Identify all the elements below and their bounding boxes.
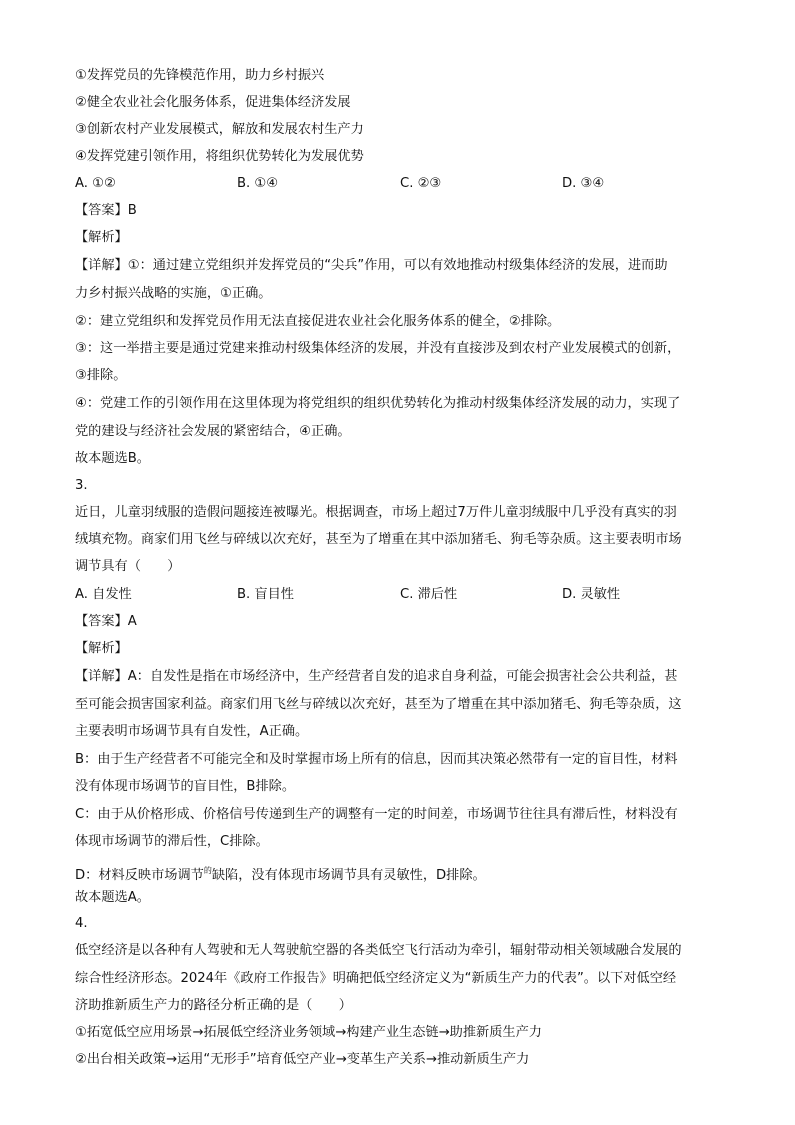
q2-statement-4: ④发挥党建引领作用，将组织优势转化为发展优势	[75, 149, 364, 164]
q2-option-d: D. ③④	[562, 176, 605, 191]
q4-stem-line: 济助推新质生产力的路径分析正确的是（ ）	[75, 998, 352, 1013]
q3-detail-line: C：由于从价格形成、价格信号传递到生产的调整有一定的时间差，市场调节往往具有滞后性，材料没有	[75, 807, 678, 822]
q3-analysis-label: 【解析】	[75, 641, 128, 656]
q2-analysis-label: 【解析】	[75, 230, 128, 245]
q3-conclusion: 故本题选A。	[75, 890, 150, 905]
q2-detail-line: 党的建设与经济社会发展的紧密结合，④正确。	[75, 424, 351, 439]
q2-option-a: A. ①②	[75, 176, 116, 191]
q3-detail-line: 【详解】A：自发性是指在市场经济中，生产经营者自发的追求自身利益，可能会损害社会公共利益，甚	[75, 669, 678, 684]
q3-option-b: B. 盲目性	[237, 587, 294, 602]
q3-options	[75, 586, 725, 604]
q3-detail-d	[75, 862, 486, 885]
q3-detail-line: 至可能会损害国家利益。商家们用飞丝与碎绒以次充好，甚至为了增重在其中添加猪毛、狗毛等杂质，这	[75, 697, 682, 712]
q2-detail-line: 力乡村振兴战略的实施，①正确。	[75, 286, 272, 301]
q3-detail-d-sup: 的	[203, 866, 212, 875]
q2-option-b: B. ①④	[237, 176, 279, 191]
q3-stem-line: 调节具有（ ）	[75, 559, 181, 574]
q3-detail-line: B：由于生产经营者不可能完全和及时掌握市场上所有的信息，因而其决策必然带有一定的盲目性，材料	[75, 752, 678, 767]
q3-detail-line: 体现市场调节的滞后性，C排除。	[75, 834, 269, 849]
q2-detail-line: ③：这一举措主要是通过党建来推动村级集体经济的发展，并没有直接涉及到农村产业发展模式的创新，	[75, 341, 681, 356]
q3-detail-line: 主要表明市场调节具有自发性，A正确。	[75, 724, 309, 739]
q3-stem-line: 绒填充物。商家们用飞丝与碎绒以次充好，甚至为了增重在其中添加猪毛、狗毛等杂质。这主要表明市场	[75, 532, 682, 547]
q2-detail-line: ②：建立党组织和发挥党员作用无法直接促进农业社会化服务体系的健全，②排除。	[75, 314, 561, 329]
q2-detail-line: ③排除。	[75, 368, 127, 383]
q3-option-a: A. 自发性	[75, 587, 132, 602]
q4-number: 4.	[75, 916, 88, 931]
q2-statement-3: ③创新农村产业发展模式，解放和发展农村生产力	[75, 122, 364, 137]
q2-option-c: C. ②③	[400, 176, 442, 191]
q4-statement-2: ②出台相关政策→运用“无形手”培育低空产业→变革生产关系→推动新质生产力	[75, 1052, 530, 1067]
q3-number: 3.	[75, 478, 88, 493]
q4-statement-1: ①拓宽低空应用场景→拓展低空经济业务领域→构建产业生态链→助推新质生产力	[75, 1025, 542, 1040]
q2-conclusion: 故本题选B。	[75, 451, 150, 466]
q2-options	[75, 175, 725, 193]
q3-answer: 【答案】A	[75, 614, 137, 629]
q2-statement-2: ②健全农业社会化服务体系，促进集体经济发展	[75, 95, 351, 110]
q4-stem-line: 低空经济是以各种有人驾驶和无人驾驶航空器的各类低空飞行活动为牵引，辐射带动相关领域融合发展的	[75, 943, 682, 958]
q3-detail-d-after: 缺陷，没有体现市场调节具有灵敏性，D排除。	[211, 868, 486, 883]
q2-detail-line: 【详解】①：通过建立党组织并发挥党员的“尖兵”作用，可以有效地推动村级集体经济的发展，进而助	[75, 258, 668, 273]
q3-option-c: C. 滞后性	[400, 587, 458, 602]
q3-stem-line: 近日，儿童羽绒服的造假问题接连被曝光。根据调查，市场上超过7万件儿童羽绒服中几乎没有真实的羽	[75, 505, 677, 520]
q3-detail-d-before: D：材料反映市场调节	[75, 868, 204, 883]
q3-detail-line: 没有体现市场调节的盲目性，B排除。	[75, 779, 296, 794]
q2-statement-1: ①发挥党员的先锋模范作用，助力乡村振兴	[75, 68, 325, 83]
q2-detail-line: ④：党建工作的引领作用在这里体现为将党组织的组织优势转化为推动村级集体经济发展的动力，实现了	[75, 396, 681, 411]
q2-answer: 【答案】B	[75, 203, 137, 218]
q3-option-d: D. 灵敏性	[562, 587, 621, 602]
q4-stem-line: 综合性经济形态。2024年《政府工作报告》明确把低空经济定义为“新质生产力的代表”。以下对低空经	[75, 971, 677, 986]
